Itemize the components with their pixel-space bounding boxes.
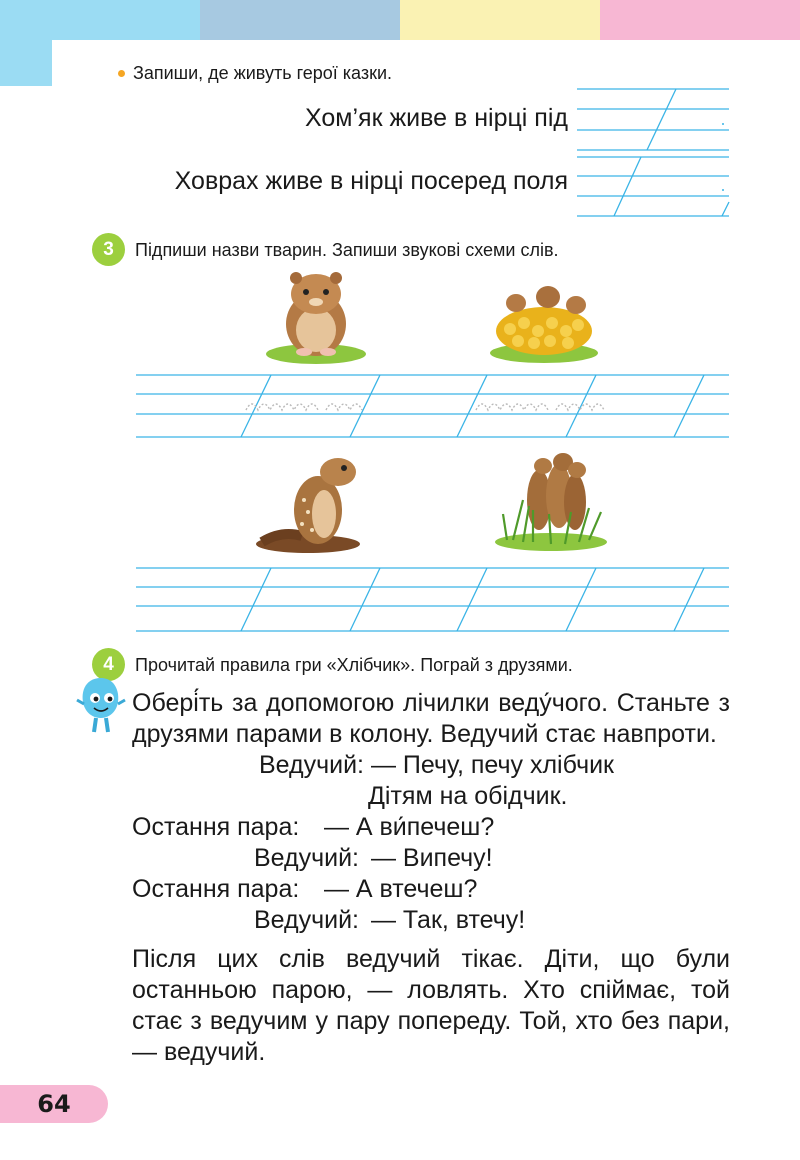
gophers-in-grass-picture	[493, 450, 609, 552]
dialog-line-6	[132, 905, 730, 936]
page-number: 64	[37, 1090, 71, 1118]
bullet-instruction	[118, 63, 392, 84]
gopher-picture	[252, 450, 364, 554]
dialog-text: — Випечу!	[370, 844, 493, 872]
sentence-hamster: Хом’як живе в нірці під	[305, 104, 568, 132]
dialog-text: — А втечеш?	[323, 875, 478, 903]
dialog-line-3	[132, 812, 730, 843]
dialog-line-2	[132, 781, 730, 812]
hamster-picture	[264, 268, 368, 364]
task-4-instruction: Прочитай правила гри «Хлібчик». Пограй з друзями.	[135, 655, 573, 675]
bullet-icon	[118, 70, 125, 77]
dialog-text: — А ви́печеш?	[323, 813, 495, 841]
rules-outro: Після цих слів ведучий тікає. Діти, що були останньою парою, — ловлять. Хто спіймає, той стає з ведучим у пару попереду. Той, хто без пари, — ведучий.	[132, 945, 730, 1066]
bullet-instruction-text: Запиши, де живуть герої казки.	[133, 63, 393, 83]
dialog-line-1	[132, 750, 730, 781]
page-number-tab	[0, 1085, 108, 1123]
dialog-speaker: Остання пара:	[132, 813, 300, 841]
hamsters-with-grain-picture	[488, 283, 600, 363]
rules-intro: Обері́ть за допомогою лічилки веду́чого. Станьте з друзями парами в колону. Ведучий стає навпроти.	[132, 689, 730, 748]
task-3-instruction: Підпиши назви тварин. Запиши звукові схеми слів.	[135, 240, 559, 260]
dialog-line-5	[132, 874, 730, 905]
task-4-number: 4	[92, 648, 125, 681]
mascot-icon	[76, 674, 126, 736]
dialog-text: Дітям на обідчик.	[368, 782, 568, 810]
dialog-speaker: Остання пара:	[132, 875, 300, 903]
dialog-speaker: Ведучий:	[253, 906, 359, 934]
sentence-gopher: Ховрах живе в нірці посеред поля	[174, 167, 568, 195]
dialog-text: — Печу, печу хлібчик	[370, 751, 614, 779]
task-4-body	[132, 688, 730, 1068]
dialog-text: — Так, втечу!	[370, 906, 526, 934]
dialog-speaker: Ведучий:	[253, 844, 359, 872]
dialog-speaker: Ведучий:	[258, 751, 364, 779]
dialog-line-4	[132, 843, 730, 874]
task-3-number: 3	[92, 233, 125, 266]
